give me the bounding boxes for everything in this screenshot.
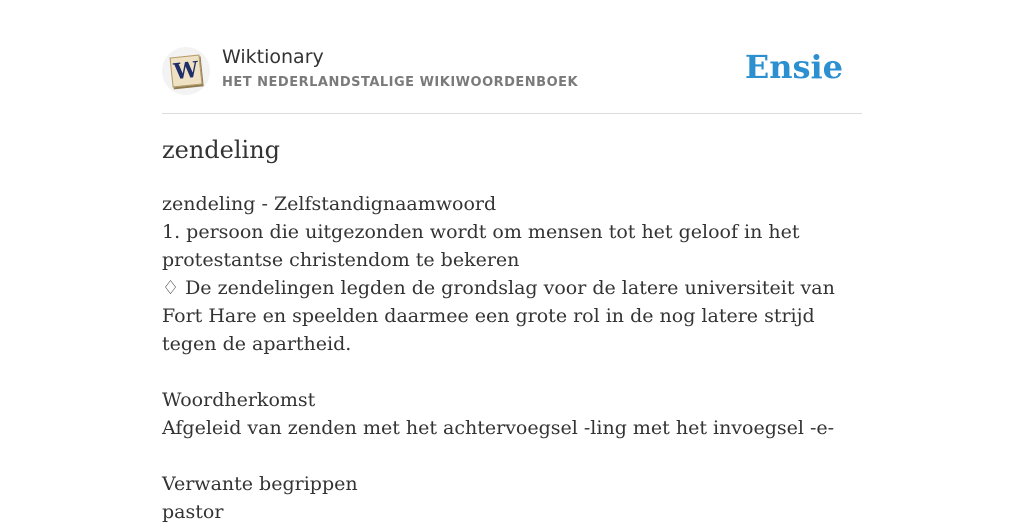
spacer [162, 358, 862, 386]
page-title: zendeling [162, 136, 281, 164]
related-terms-heading: Verwante begrippen [162, 473, 358, 495]
site-header [162, 0, 862, 114]
ensie-logo[interactable]: Ensie [744, 48, 843, 86]
wiktionary-logo[interactable] [162, 47, 210, 95]
page [162, 0, 862, 523]
site-title[interactable]: Wiktionary [222, 46, 324, 68]
example-sentence: ♢ De zendelingen legden de grondslag voor de latere universiteit van Fort Hare en speelden daarmee een grote rol in de nog latere strijd tegen de apartheid. [162, 277, 835, 355]
site-subtitle: HET NEDERLANDSTALIGE WIKIWOORDENBOEK [222, 75, 579, 90]
related-terms-text: pastor [162, 501, 224, 523]
entry-content [162, 190, 862, 526]
wiktionary-logo-icon: W [170, 55, 203, 88]
etymology-text: Afgeleid van zenden met het achtervoegsel -ling met het invoegsel -e- [162, 417, 835, 439]
part-of-speech-line: zendeling - Zelfstandignaamwoord [162, 193, 497, 215]
definition-text: 1. persoon die uitgezonden wordt om mensen tot het geloof in het protestantse christendom te bekeren [162, 221, 800, 271]
spacer [162, 442, 862, 470]
etymology-heading: Woordherkomst [162, 389, 316, 411]
